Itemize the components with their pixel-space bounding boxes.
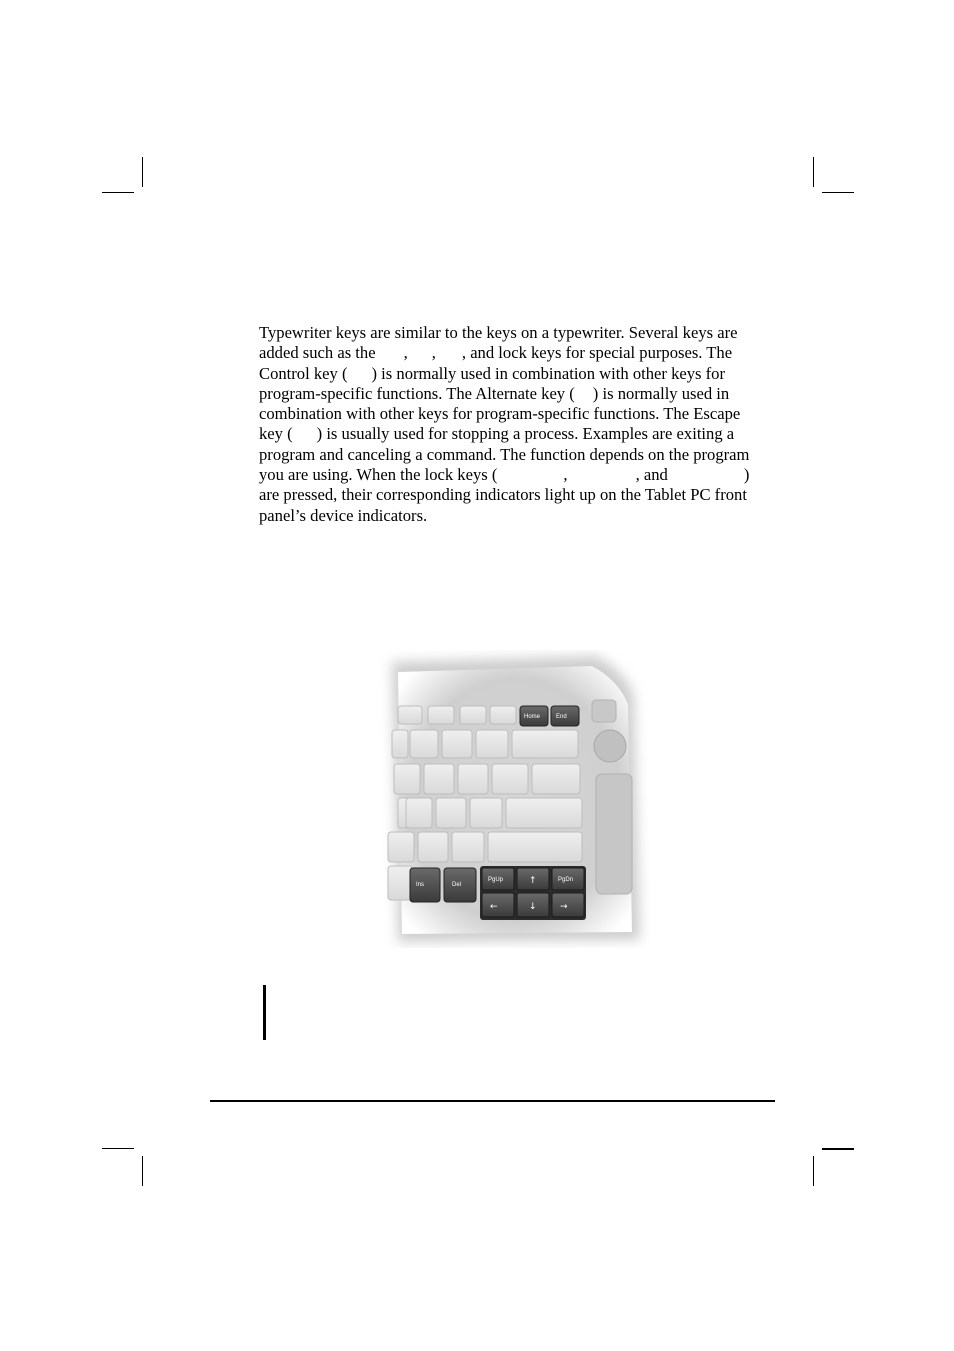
home-key-label: Home bbox=[524, 714, 541, 720]
left-arrow-icon: ← bbox=[490, 902, 498, 912]
crop-mark-bottom-left-h bbox=[102, 1148, 134, 1149]
crop-mark-bottom-right-v bbox=[813, 1156, 814, 1186]
paragraph-line-1: Typewriter keys are similar to the keys on a typewriter. Several keys are bbox=[259, 323, 738, 342]
note-margin-bar bbox=[263, 985, 266, 1040]
line3-seg-1: Control key ( bbox=[259, 363, 348, 383]
crop-mark-top-left-v bbox=[142, 157, 143, 187]
paragraph-line-5: combination with other keys for program-specific functions. The Escape bbox=[259, 404, 741, 424]
line4-seg-1: program-specific functions. The Alternate key ( bbox=[259, 383, 575, 403]
left-arrow-key bbox=[482, 893, 514, 917]
paragraph-line-2 bbox=[259, 343, 779, 363]
typewriter-keys-paragraph bbox=[259, 323, 779, 526]
paragraph-line-3 bbox=[259, 364, 779, 384]
ins-key-label: Ins bbox=[416, 882, 425, 888]
right-arrow-key bbox=[552, 893, 584, 917]
crop-mark-top-left-h bbox=[102, 192, 134, 193]
up-arrow-icon: ↑ bbox=[529, 876, 537, 886]
line8-seg-1: you are using. When the lock keys ( bbox=[259, 465, 498, 485]
line3-seg-2: ) is normally used in combination with other keys for bbox=[371, 363, 725, 383]
line2-seg-2: , bbox=[403, 343, 408, 363]
line8-seg-3: , and bbox=[635, 465, 668, 485]
paragraph-line-10: panel’s device indicators. bbox=[259, 505, 428, 525]
round-button bbox=[594, 730, 626, 762]
down-arrow-icon: ↓ bbox=[529, 902, 537, 912]
crop-mark-top-right-h bbox=[822, 192, 854, 193]
line8-seg-4: ) bbox=[743, 465, 750, 485]
keyboard-illustration bbox=[378, 650, 650, 948]
right-arrow-icon: → bbox=[560, 902, 568, 912]
line6-seg-1: key ( bbox=[259, 424, 293, 444]
crop-mark-top-right-v bbox=[813, 157, 814, 187]
pgdn-key-label: PgDn bbox=[558, 877, 574, 883]
line8-seg-2: , bbox=[563, 465, 568, 485]
del-key-label: Del bbox=[452, 882, 462, 888]
line2-seg-3: , bbox=[431, 343, 436, 363]
pgup-key-label: PgUp bbox=[488, 877, 504, 883]
paragraph-line-6 bbox=[259, 424, 779, 444]
paragraph-line-8 bbox=[259, 465, 779, 485]
end-key-label: End bbox=[556, 714, 567, 720]
keyboard-photo bbox=[378, 650, 650, 948]
paragraph-line-7: program and canceling a command. The function depends on the program bbox=[259, 444, 750, 464]
line2-seg-1: added such as the bbox=[259, 343, 376, 363]
paragraph-line-9: are pressed, their corresponding indicators light up on the Tablet PC front bbox=[259, 485, 747, 505]
crop-mark-bottom-left-v bbox=[142, 1156, 143, 1186]
line4-seg-2: ) is normally used in bbox=[592, 383, 730, 403]
ins-key bbox=[410, 868, 440, 902]
footer-rule bbox=[210, 1100, 775, 1102]
line2-seg-4: , and lock keys for special purposes. The bbox=[461, 343, 733, 363]
line6-seg-2: ) is usually used for stopping a process. Examples are exiting a bbox=[316, 424, 735, 444]
paragraph-line-4 bbox=[259, 384, 779, 404]
crop-mark-bottom-right-h bbox=[822, 1148, 854, 1150]
